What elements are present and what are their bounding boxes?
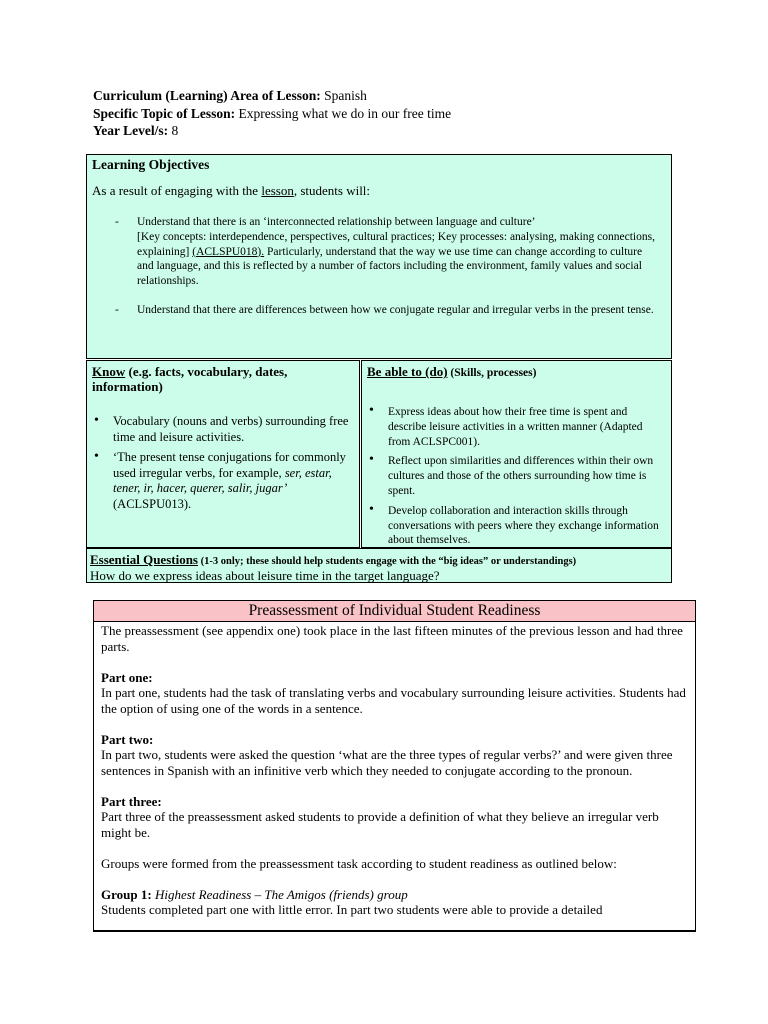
essential-questions-note: (1-3 only; these should help students engage with the “big ideas” or understandings) — [198, 556, 577, 567]
curriculum-area-label: Curriculum (Learning) Area of Lesson: — [93, 88, 321, 103]
objective-text: Understand that there are differences between how we conjugate regular and irregular verbs in the present tense. — [137, 303, 654, 316]
bullet-icon: • — [369, 452, 374, 468]
be-able-to-title-rest: (Skills, processes) — [447, 367, 537, 379]
essential-question: How do we express ideas about leisure time in the target language? — [90, 568, 440, 583]
preassessment-intro: The preassessment (see appendix one) took place in the last fifteen minutes of the previous lesson and had three parts. — [101, 623, 683, 654]
skill-item — [368, 405, 666, 449]
know-title-underlined: Know — [92, 364, 126, 379]
learning-objectives-title: Learning Objectives — [92, 157, 210, 172]
objective-line-2 — [137, 230, 655, 289]
part-one — [101, 670, 689, 717]
part-two-label: Part two: — [101, 731, 154, 747]
lesson-header — [93, 87, 451, 140]
part-two-text: In part two, students were asked the question ‘what are the three types of regular verbs?’ and were given three sentences in Spanish with an infinitive verb which they needed to conjugate according to the pronoun. — [101, 747, 673, 778]
know-list — [93, 414, 353, 517]
preassessment-box — [93, 600, 696, 932]
essential-questions-title-underlined: Essential Questions — [90, 552, 198, 567]
year-level-line — [93, 122, 451, 140]
group-one-text: Students completed part one with little error. In part two students were able to provide a detailed — [101, 902, 603, 917]
know-box — [86, 360, 360, 548]
year-level-value: 8 — [171, 123, 179, 138]
year-level-label: Year Level/s: — [93, 123, 169, 138]
intro-text-post: , students will: — [293, 183, 371, 198]
lesson-link[interactable]: lesson — [261, 183, 294, 198]
dash-marker: - — [115, 216, 119, 228]
bullet-icon: • — [94, 413, 99, 428]
preassessment-title: Preassessment of Individual Student Readiness — [94, 601, 695, 622]
skill-item — [368, 454, 666, 498]
objective-detail: Particularly, understand that the way we use time can change according to culture and language, and this is reflected by a number of factors including the environment, family values and social relationships. — [137, 245, 643, 288]
bullet-icon: • — [369, 403, 374, 418]
part-two — [101, 732, 689, 779]
objective-line-1: Understand that there is an ‘interconnected relationship between language and culture’ — [137, 216, 536, 228]
preassessment-body — [101, 623, 689, 933]
know-item-verbs: ser, estar, tener, ir, hacer, querer, salir, jugar’ — [113, 465, 332, 495]
learning-objectives-box — [86, 154, 672, 359]
learning-objectives-intro — [92, 183, 370, 199]
skill-item-text: Express ideas about how their free time is spent and describe leisure activities in a written manner (Adapted from ACLSPC001). — [388, 406, 643, 448]
bullet-icon: • — [369, 501, 374, 517]
essential-questions-box — [86, 548, 672, 583]
group-one — [101, 887, 689, 918]
part-one-text: In part one, students had the task of translating verbs and vocabulary surrounding leisure activities. Students had the option of using one of the words in a sentence. — [101, 685, 686, 716]
know-item — [93, 450, 353, 512]
skill-item-text: Reflect upon similarities and differences within their own cultures and those of the others surrounding how time is spent. — [388, 455, 654, 497]
part-three-text: Part three of the preassessment asked students to provide a definition of what they believe an irregular verb might be. — [101, 809, 659, 840]
part-one-label: Part one: — [101, 669, 153, 685]
curriculum-area-value: Spanish — [324, 88, 367, 103]
objectives-list — [115, 215, 655, 332]
essential-questions-title — [90, 552, 576, 568]
objective-item — [115, 215, 655, 289]
part-three — [101, 794, 689, 841]
curriculum-area-line — [93, 87, 451, 105]
bullet-icon: • — [94, 449, 99, 464]
objective-item — [115, 303, 655, 318]
skill-item — [368, 501, 666, 548]
know-title — [92, 364, 359, 394]
be-able-to-title — [367, 364, 536, 381]
topic-value: Expressing what we do in our free time — [238, 105, 452, 121]
be-able-to-title-underlined: Be able to (do) — [367, 364, 448, 379]
know-item-text-pre: ‘The present tense conjugations for commonly used irregular verbs, for example, — [113, 450, 346, 480]
objective-concepts: [Key concepts: interdependence, perspectives, cultural practices; Key processes: analysing, making connections, explaining] — [137, 230, 655, 258]
be-able-to-box — [361, 360, 672, 548]
know-item-text: Vocabulary (nouns and verbs) surrounding free time and leisure activities. — [113, 414, 349, 444]
know-item-code: (ACLSPU013). — [113, 496, 192, 511]
topic-line — [93, 105, 451, 123]
know-title-rest: (e.g. facts, vocabulary, dates, information) — [92, 364, 288, 394]
group-one-name: Highest Readiness – The Amigos (friends) group — [154, 886, 408, 902]
know-item — [93, 414, 353, 445]
group-one-label: Group 1: — [101, 886, 152, 902]
dash-marker: - — [115, 303, 119, 316]
part-three-label: Part three: — [101, 793, 162, 809]
be-able-to-list — [368, 405, 666, 553]
groups-intro: Groups were formed from the preassessment task according to student readiness as outlined below: — [101, 855, 617, 871]
skill-item-text: Develop collaboration and interaction skills through conversations with peers where they exchange information about themselves. — [388, 504, 659, 547]
intro-text-pre: As a result of engaging with the — [92, 183, 262, 198]
topic-label: Specific Topic of Lesson: — [93, 105, 236, 121]
curriculum-code-link[interactable]: (ACLSPU018). — [192, 245, 265, 258]
